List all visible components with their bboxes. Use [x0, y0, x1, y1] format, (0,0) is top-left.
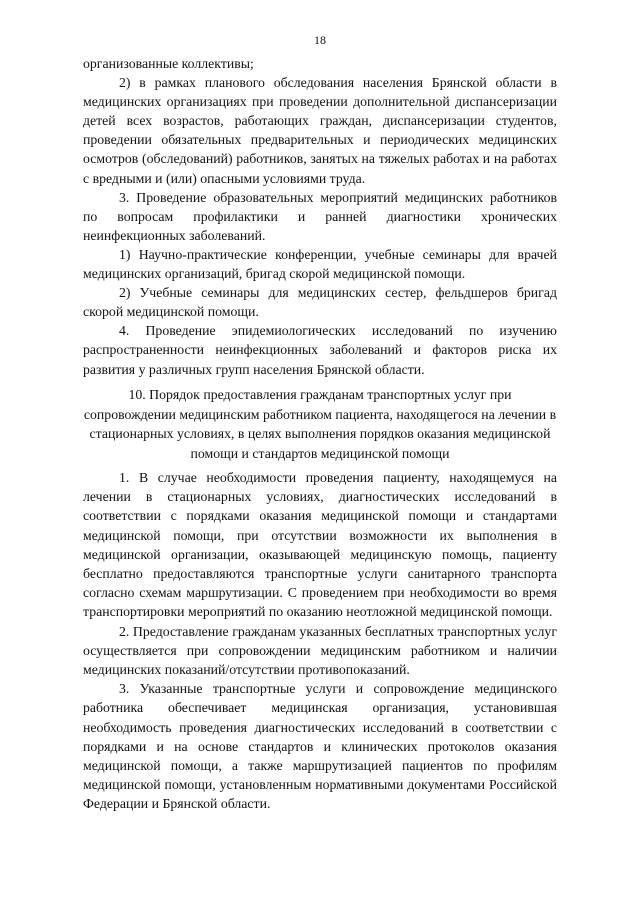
top-text-block — [83, 54, 557, 379]
section-heading: 10. Порядок предоставления гражданам транспортных услуг при сопровождении медицинским работником пациента, находящегося на лечении в стационарных условиях, в целях выполнения порядков оказания медицинской помощи и стандартов медицинской помощи — [83, 387, 557, 461]
paragraph-continuation: организованные коллективы; — [83, 56, 254, 71]
paragraph-section-item-1: 1. В случае необходимости проведения пациенту, находящемуся на лечении в стационарных условиях, диагностических исследований в соответствии с порядками оказания медицинской помощи и стандартами медицинской помощи, при отсутствии возможности их выполнения в медицинской организации, оказывающей медицинскую помощь, пациенту бесплатно предоставляются транспортные услуги санитарного транспорта согласно схемам маршрутизации. С проведением при необходимости во время транспортировки мероприятий по оказанию неотложной медицинской помощи. — [83, 470, 557, 620]
page-number: 18 — [314, 33, 326, 47]
paragraph-item-3-education: 3. Проведение образовательных мероприятий медицинских работников по вопросам профилактики и ранней диагностики хронических неинфекционных заболеваний. — [83, 189, 557, 243]
paragraph-section-item-2: 2. Предоставление гражданам указанных бесплатных транспортных услуг осуществляется при сопровождении медицинским работником и наличии медицинских показаний/отсутствии противопоказаний. — [83, 623, 557, 678]
bottom-text-block — [83, 468, 557, 814]
paragraph-item-4-research: 4. Проведение эпидемиологических исследований по изучению распространенности неинфекционных заболеваний и факторов риска их развития у различных групп населения Брянской области. — [83, 323, 557, 377]
paragraph-subitem-1-conferences: 1) Научно-практические конференции, учебные семинары для врачей медицинских организаций, бригад скорой медицинской помощи. — [83, 246, 557, 282]
paragraph-subitem-2-seminars: 2) Учебные семинары для медицинских сестер, фельдшеров бригад скорой медицинской помощи. — [83, 285, 557, 320]
paragraph-item-2-screening: 2) в рамках планового обследования населения Брянской области в медицинских организациях при проведении дополнительной диспансеризации детей всех возрастов, работающих граждан, диспансеризации студентов, проведении обязательных предварительных и периодических медицинских осмотров (обследований) работников, занятых на тяжелых работах и на работах с вредными и (или) опасными условиями труда. — [83, 75, 557, 186]
paragraph-section-item-3: 3. Указанные транспортные услуги и сопровождение медицинского работника обеспечивает медицинская организация, установившая необходимость проведения диагностических исследований в соответствии с порядками и на основе стандартов и клинических протоколов оказания медицинской помощи, а также маршрутизацией пациентов по профилям медицинской помощи, установленным нормативными документами Российской Федерации и Брянской области. — [83, 681, 557, 812]
